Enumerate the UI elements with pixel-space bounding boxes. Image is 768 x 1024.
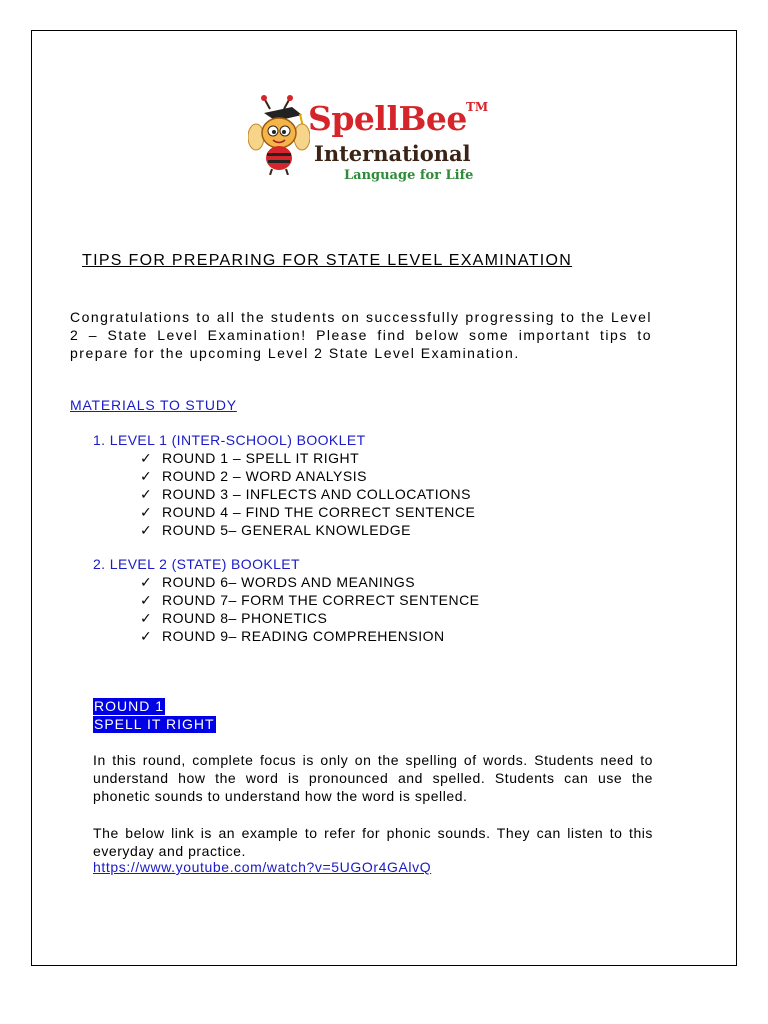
round-label: ROUND 2 – WORD ANALYSIS bbox=[162, 468, 367, 484]
booklet-level-1: 1. LEVEL 1 (INTER-SCHOOL) BOOKLET bbox=[93, 432, 366, 448]
bee-mascot-icon bbox=[248, 95, 310, 175]
round-label: ROUND 4 – FIND THE CORRECT SENTENCE bbox=[162, 504, 476, 520]
booklet-level-2: 2. LEVEL 2 (STATE) BOOKLET bbox=[93, 556, 300, 572]
level-2-round-list bbox=[140, 573, 480, 645]
checkmark-icon: ✓ bbox=[140, 574, 153, 590]
round-label: ROUND 1 – SPELL IT RIGHT bbox=[162, 450, 360, 466]
logo-subtitle: International bbox=[314, 141, 471, 166]
round-label: ROUND 8– PHONETICS bbox=[162, 610, 328, 626]
list-item bbox=[140, 573, 480, 591]
page-title: TIPS FOR PREPARING FOR STATE LEVEL EXAMINATION bbox=[82, 252, 573, 269]
list-item bbox=[140, 485, 475, 503]
round-label: ROUND 3 – INFLECTS AND COLLOCATIONS bbox=[162, 486, 471, 502]
list-item bbox=[140, 591, 480, 609]
checkmark-icon: ✓ bbox=[140, 610, 153, 626]
list-item bbox=[140, 503, 475, 521]
list-item bbox=[140, 467, 475, 485]
youtube-link[interactable]: https://www.youtube.com/watch?v=5UGOr4GAlvQ bbox=[93, 859, 432, 875]
list-item bbox=[140, 627, 480, 645]
logo-tagline: Language for Life bbox=[344, 168, 474, 183]
level-1-round-list bbox=[140, 449, 475, 539]
checkmark-icon: ✓ bbox=[140, 486, 153, 502]
checkmark-icon: ✓ bbox=[140, 522, 153, 538]
round-label: ROUND 7– FORM THE CORRECT SENTENCE bbox=[162, 592, 480, 608]
checkmark-icon: ✓ bbox=[140, 504, 153, 520]
checkmark-icon: ✓ bbox=[140, 468, 153, 484]
checkmark-icon: ✓ bbox=[140, 628, 153, 644]
phonic-sounds-note: The below link is an example to refer for phonic sounds. They can listen to this everyday and practice. bbox=[93, 825, 653, 859]
list-item bbox=[140, 609, 480, 627]
round-label: ROUND 6– WORDS AND MEANINGS bbox=[162, 574, 416, 590]
logo-wordmark: SpellBee bbox=[308, 99, 467, 138]
materials-heading: MATERIALS TO STUDY bbox=[70, 397, 237, 413]
round-1-description: In this round, complete focus is only on the spelling of words. Students need to understand how the word is pronounced and spelled. Students can use the phonetic sounds to understand how the word is spelled. bbox=[93, 752, 653, 804]
list-item bbox=[140, 521, 475, 539]
round-label: ROUND 9– READING COMPREHENSION bbox=[162, 628, 445, 644]
spellbee-logo bbox=[248, 95, 498, 190]
logo-trademark: TM bbox=[466, 100, 489, 114]
checkmark-icon: ✓ bbox=[140, 450, 153, 466]
section-round-label: ROUND 1 bbox=[94, 698, 165, 714]
list-item bbox=[140, 449, 475, 467]
section-round-title: SPELL IT RIGHT bbox=[94, 716, 215, 732]
intro-paragraph: Congratulations to all the students on successfully progressing to the Level 2 – State Level Examination! Please find below some important tips to prepare for the upcoming Level 2 State Level Examination. bbox=[70, 309, 652, 361]
checkmark-icon: ✓ bbox=[140, 592, 153, 608]
round-label: ROUND 5– GENERAL KNOWLEDGE bbox=[162, 522, 411, 538]
